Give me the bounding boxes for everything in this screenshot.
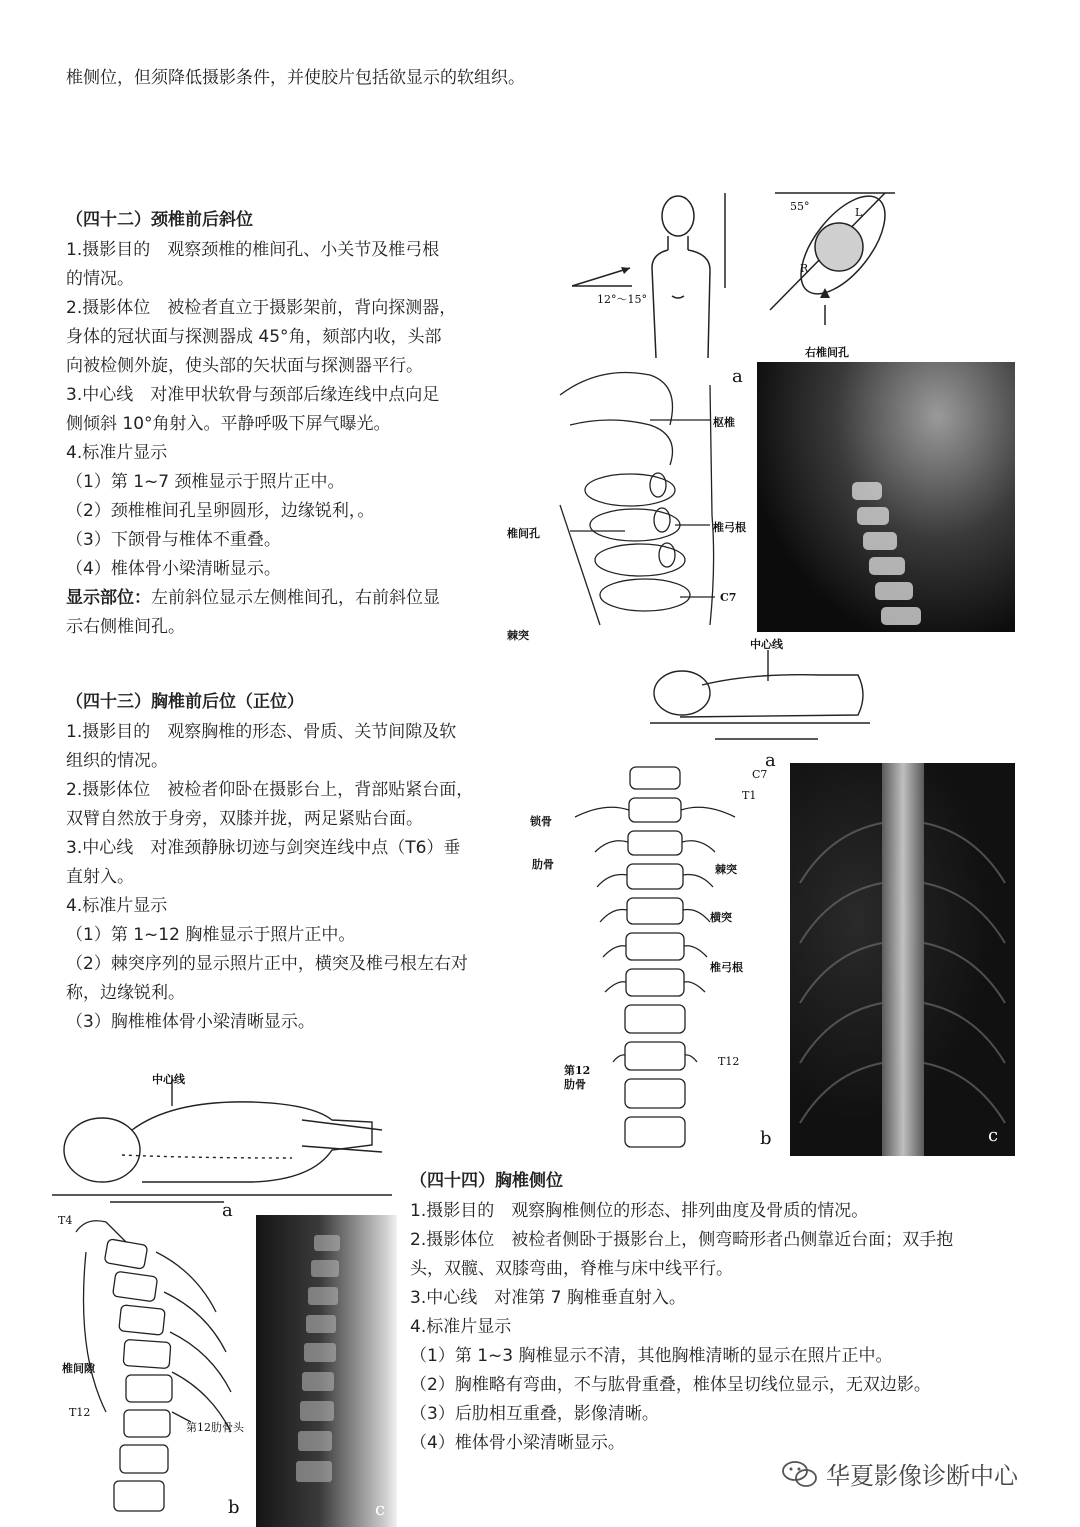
s43-line-1: 1.摄影目的 观察胸椎的形态、骨质、关节间隙及软 [66, 722, 457, 742]
s44-line-4: 3.中心线 对准第 7 胸椎垂直射入。 [410, 1288, 686, 1308]
s43-line-10: 称，边缘锐利。 [66, 983, 185, 1003]
section-43-title: （四十三）胸椎前后位（正位） [66, 692, 304, 712]
watermark-text: 华夏影像诊断中心 [826, 1462, 1018, 1490]
label-c7: C7 [720, 591, 737, 604]
label-axis-vertebra: 枢椎 [713, 416, 735, 429]
s44-line-1: 1.摄影目的 观察胸椎侧位的形态、排列曲度及骨质的情况。 [410, 1201, 869, 1221]
s44-line-5: 4.标准片显示 [410, 1317, 512, 1337]
s42-display-label: 显示部位： [66, 588, 151, 608]
s42-line-3: 2.摄影体位 被检者直立于摄影架前，背向探测器， [66, 298, 457, 318]
s43-panel-b: b [760, 1128, 772, 1149]
s43-line-8: （1）第 1~12 胸椎显示于照片正中。 [66, 925, 356, 945]
s44-line-8: （3）后肋相互重叠，影像清晰。 [410, 1404, 659, 1424]
s43-label-rib12-a: 第12 [564, 1064, 591, 1077]
s42-line-8: 4.标准片显示 [66, 443, 168, 463]
s43-line-4: 双臂自然放于身旁，双膝并拢，两足紧贴台面。 [66, 809, 423, 829]
s42-line-4: 身体的冠状面与探测器成 45°角，颏部内收，头部 [66, 327, 442, 347]
wechat-icon [780, 1458, 820, 1490]
angle-55-label: 55° [790, 200, 810, 213]
thoracic-lateral-xray [256, 1215, 397, 1527]
s44-line-9: （4）椎体骨小梁清晰显示。 [410, 1433, 625, 1453]
section-44-text [410, 1167, 1050, 1458]
s43-label-rib12-b: 肋骨 [564, 1078, 586, 1091]
s44-label-t12: T12 [69, 1406, 91, 1419]
s42-line-2: 的情况。 [66, 269, 134, 289]
s43-label-pedicle: 椎弓根 [710, 961, 743, 974]
s43-central-line-label: 中心线 [750, 638, 783, 651]
section-44-title: （四十四）胸椎侧位 [410, 1171, 563, 1191]
s42-line-9: （1）第 1~7 颈椎显示于照片正中。 [66, 472, 345, 492]
s42-line-10: （2）颈椎椎间孔呈卵圆形，边缘锐利，。 [66, 501, 375, 521]
label-pedicle: 椎弓根 [713, 521, 746, 534]
s43-label-transverse: 横突 [710, 911, 732, 924]
section-43-text [66, 688, 516, 1037]
axis-l-label: L [855, 206, 863, 219]
s43-line-6: 直射入。 [66, 867, 134, 887]
thoracic-ap-drawing [565, 762, 755, 1154]
s43-panel-c: c [988, 1125, 999, 1146]
s43-label-t12: T12 [718, 1055, 740, 1068]
s43-label-t1: T1 [742, 789, 757, 802]
s43-label-clavicle: 锁骨 [530, 815, 552, 828]
s43-label-rib: 肋骨 [532, 858, 554, 871]
s42-panel-a: a [732, 366, 743, 387]
s44-line-2: 2.摄影体位 被检者侧卧于摄影台上，侧弯畸形者凸侧靠近台面；双手抱 [410, 1230, 954, 1250]
foramen-caption: 右椎间孔 [805, 346, 849, 359]
section-42-text [66, 206, 516, 642]
thoracic-ap-xray [790, 763, 1015, 1156]
s44-label-rib12-head: 第12肋骨头 [186, 1421, 244, 1434]
s44-panel-a: a [222, 1200, 233, 1221]
cervical-oblique-xray [757, 362, 1015, 632]
s42-line-12: （4）椎体骨小梁清晰显示。 [66, 559, 281, 579]
s44-line-3: 头，双髋、双膝弯曲，脊椎与床中线平行。 [410, 1259, 733, 1279]
label-intervertebral-foramen: 椎间孔 [507, 527, 540, 540]
s44-label-disc: 椎间隙 [62, 1362, 95, 1375]
s43-line-2: 组织的情况。 [66, 751, 168, 771]
lateral-position-figure [52, 1070, 397, 1205]
supine-position-figure [640, 645, 880, 750]
s43-panel-a: a [765, 750, 776, 771]
axial-oblique-diagram [765, 185, 905, 345]
s43-label-spinous: 棘突 [715, 863, 737, 876]
s44-panel-b: b [228, 1497, 240, 1518]
s43-line-3: 2.摄影体位 被检者仰卧在摄影台上，背部贴紧台面， [66, 780, 474, 800]
intro-text: 椎侧位，但须降低摄影条件，并使胶片包括欲显示的软组织。 [66, 68, 525, 88]
s42-line-11: （3）下颌骨与椎体不重叠。 [66, 530, 281, 550]
s43-label-c7: C7 [752, 768, 768, 781]
s44-line-6: （1）第 1~3 胸椎显示不清，其他胸椎清晰的显示在照片正中。 [410, 1346, 893, 1366]
s42-line-7: 侧倾斜 10°角射入。平静呼吸下屏气曝光。 [66, 414, 391, 434]
s42-display-text-1: 左前斜位显示左侧椎间孔，右前斜位显 [151, 588, 440, 608]
s42-line-1: 1.摄影目的 观察颈椎的椎间孔、小关节及椎弓根 [66, 240, 440, 260]
s44-line-7: （2）胸椎略有弯曲，不与肱骨重叠，椎体呈切线位显示，无双边影。 [410, 1375, 931, 1395]
s42-display-text-2: 示右侧椎间孔。 [66, 617, 185, 637]
s43-line-9: （2）棘突序列的显示照片正中，横突及椎弓根左右对 [66, 954, 468, 974]
s43-line-7: 4.标准片显示 [66, 896, 168, 916]
s42-line-6: 3.中心线 对准甲状软骨与颈部后缘连线中点向足 [66, 385, 440, 405]
section-42-title: （四十二）颈椎前后斜位 [66, 210, 253, 230]
s44-central-line-label: 中心线 [152, 1073, 185, 1086]
label-spinous: 棘突 [507, 629, 529, 642]
standing-oblique-figure [560, 188, 740, 363]
s43-line-11: （3）胸椎椎体骨小梁清晰显示。 [66, 1012, 315, 1032]
angle-12-15-label: 12°～15° [597, 293, 647, 306]
s44-panel-c: c [375, 1499, 386, 1520]
s43-line-5: 3.中心线 对准颈静脉切迹与剑突连线中点（T6）垂 [66, 838, 461, 858]
s42-line-5: 向被检侧外旋，使头部的矢状面与探测器平行。 [66, 356, 423, 376]
s44-label-t4: T4 [58, 1214, 73, 1227]
axis-r-label: R [800, 262, 809, 275]
